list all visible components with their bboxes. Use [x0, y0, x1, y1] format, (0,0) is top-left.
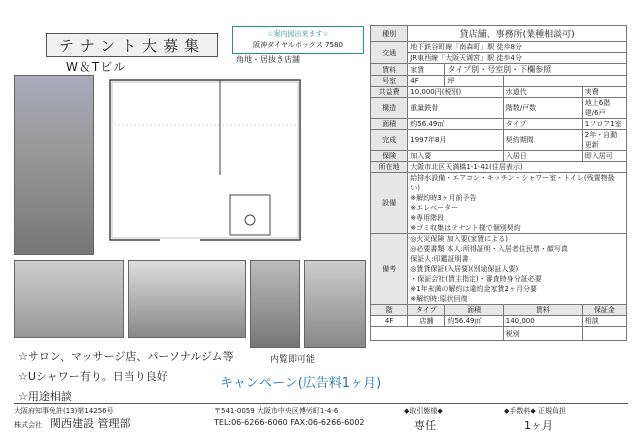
remark-1: ◎火災保険 加入要(家賃による): [410, 235, 509, 243]
row-deposit: 相談: [582, 316, 626, 327]
interior-photo-1: [14, 260, 124, 338]
rent-label: 賃料: [371, 64, 408, 76]
kind-value: 貸店舗、事務所(業種相談可): [408, 26, 627, 42]
page-title: テナント大募集: [46, 33, 218, 57]
remark-4: ◎賃貸保証(入居要)(別途保証人要): [410, 265, 519, 273]
floor-value: 4F: [408, 76, 445, 87]
insurance-value: 加入要: [408, 151, 504, 162]
company-type: 株式会社: [14, 421, 42, 429]
rent-type: 家賃: [408, 64, 445, 76]
floor-label: 号室: [371, 76, 408, 87]
remark-2: ◎必要書類 本人:所得証明・入居者住民票・顔写真: [410, 245, 568, 253]
deal-value: 専任: [414, 419, 436, 432]
row-type: 店舗: [408, 316, 445, 327]
structure-value: 重量鉄骨: [408, 98, 504, 119]
common-label: 共益費: [371, 87, 408, 98]
built-value: 1997年8月: [408, 130, 504, 151]
spec-table: [370, 25, 627, 341]
access-label: 交通: [371, 42, 408, 64]
footer: [14, 403, 628, 433]
remark-5: ・保証会社(賃主指定)・審査時身分証必要: [410, 275, 542, 283]
col-deposit: 保証金: [582, 305, 626, 316]
building-photo: [14, 75, 94, 255]
kind-label: 種別: [371, 26, 408, 42]
water-label: 水道代: [503, 87, 582, 98]
floor-plan: [100, 75, 312, 251]
remarks-label: 備考: [371, 234, 408, 305]
water-value: 実費: [582, 87, 626, 98]
equip-list: [408, 173, 627, 234]
movein-value: 即入居可: [582, 151, 626, 162]
equip-label: 設備: [371, 173, 408, 234]
dial-box: [232, 26, 364, 54]
row-area: 約56.49㎡: [445, 316, 503, 327]
dial-line-1: ☆案内図出来ます☆: [267, 30, 329, 38]
type-label: タイプ: [503, 119, 582, 130]
movein-label: 入居日: [503, 151, 582, 162]
access-1: 地下鉄谷町線「南森町」駅 徒歩8分: [408, 42, 627, 53]
insurance-label: 保険: [371, 151, 408, 162]
equip-2: ※解約時3ヶ月前予告: [410, 194, 477, 202]
campaign: キャンペーン(広告料1ヶ月): [220, 376, 382, 391]
building-name: W＆Tビル: [66, 60, 127, 74]
shower-photo: [250, 260, 300, 348]
equip-3: ※エレベーター: [410, 204, 459, 212]
interior-photo-2: [128, 260, 246, 338]
common-value: 10,000円(税別): [408, 87, 504, 98]
deal-label: ◆取引態様◆: [404, 407, 443, 415]
feature-1: ☆サロン、マッサージ店、パーソナルジム等: [18, 350, 234, 363]
company-address: 〒541-0059 大阪市中央区博労町1-4-6: [214, 407, 339, 415]
equip-4: ※専用階段: [410, 214, 445, 222]
rent-value: タイプ別・号室別・下欄参照: [445, 64, 627, 76]
row-rent: 140,000: [503, 316, 582, 327]
address-value: 大阪市北区天満橋1-1-41(住居表示): [408, 162, 627, 173]
address-label: 所在地: [371, 162, 408, 173]
row-note: 税別: [503, 327, 582, 341]
tsubo: 坪: [445, 76, 503, 87]
type-value: 1フロア1室: [582, 119, 626, 130]
contract-label: 契約期間: [503, 130, 582, 151]
floors-value: 地上6階建/6戸: [582, 98, 626, 119]
toilet-photo: [304, 260, 366, 348]
company-tel: TEL:06-6266-6060 FAX:06-6266-6002: [214, 418, 365, 427]
col-type: タイプ: [408, 305, 445, 316]
fee-value: 1ヶ月: [524, 419, 553, 432]
col-floor: 階: [371, 305, 408, 316]
fee-label: ◆手数料◆ 正規負担: [504, 407, 566, 415]
area2-label: 面積: [371, 119, 408, 130]
feature-2: ☆Uシャワー有り。日当り良好: [18, 370, 168, 383]
built-label: 完成: [371, 130, 408, 151]
company-name: 関西建設 管理部: [50, 417, 131, 430]
dial-line-2: 阪神ダイヤルボックス 7580: [253, 41, 343, 49]
feature-3: ☆用途相談: [18, 390, 72, 403]
photo-caption: 内覧即可能: [270, 355, 316, 365]
building-sub: 角地・居抜き店舗: [236, 55, 300, 64]
remark-6: ※1年未満の解約は違約金家賃2ヶ月分要: [410, 285, 538, 293]
structure-label: 構造: [371, 98, 408, 119]
area2-value: 約56.49㎡: [408, 119, 504, 130]
contract-value: 2年・自動更新: [582, 130, 626, 151]
remarks-list: [408, 234, 627, 305]
col-area: 面積: [445, 305, 503, 316]
access-2: JR東西線「大阪天満宮」駅 徒歩4分: [408, 53, 627, 64]
equip-5: ※ゴミ収集はテナント様で個別契約: [410, 224, 521, 232]
equip-1: 給排水設備・エアコン・キッチン・シャワー室・トイレ(残置物扱い): [410, 174, 615, 192]
license: 大阪府知事免許(13)第14256号: [14, 407, 114, 415]
floors-label: 階数/戸数: [503, 98, 582, 119]
remark-7: ※解約時:原状回復: [410, 295, 468, 303]
row-floor: 4F: [371, 316, 408, 327]
remark-3: 保証人:印鑑証明書: [410, 255, 469, 263]
col-rent: 賃料: [503, 305, 582, 316]
